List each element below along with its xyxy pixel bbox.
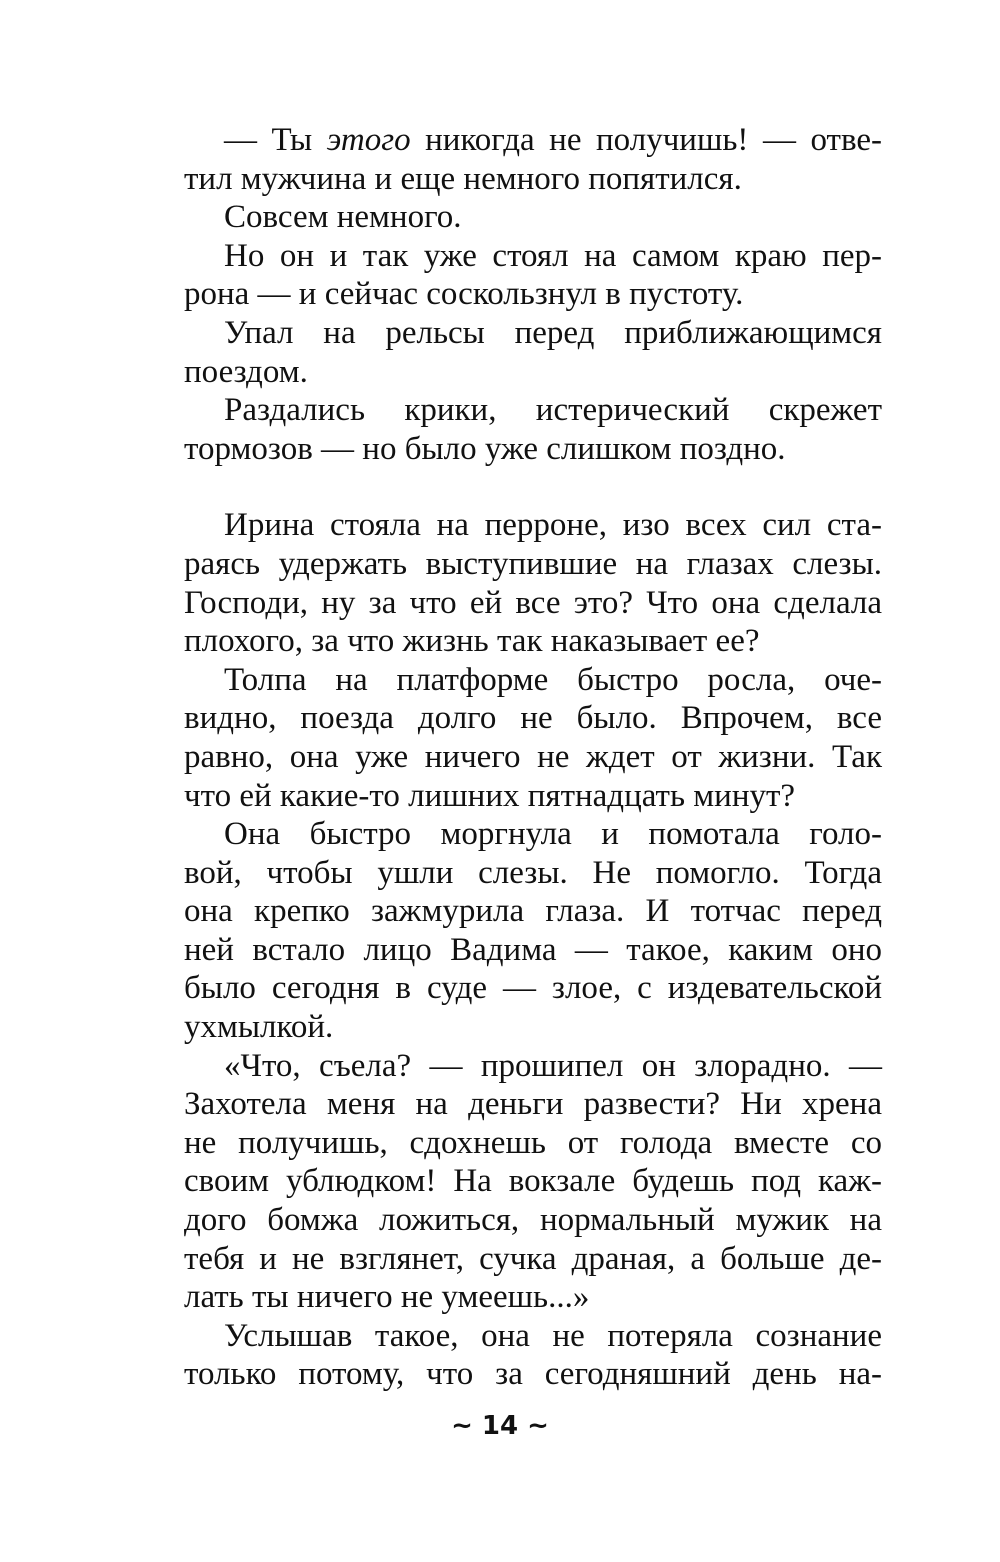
paragraph [184, 314, 882, 391]
text-line: рона — и сейчас соскользнул в пустоту. [184, 276, 744, 313]
paragraph [184, 121, 882, 198]
text-line: «Что, съела? — прошипел он злорадно. — [224, 1047, 882, 1084]
paragraph [184, 1317, 882, 1394]
text-line: Но он и так уже стоял на самом краю пер- [224, 237, 882, 274]
text-line: плохого, за что жизнь так наказывает ее? [184, 623, 760, 660]
text-line: дого бомжа ложиться, нормальный мужик на [184, 1202, 882, 1239]
paragraph [184, 1047, 882, 1317]
text-line: Упал на рельсы перед приближающимся [224, 314, 882, 351]
text-line: раясь удержать выступившие на глазах слезы. [184, 545, 882, 582]
text-line: — Ты этого никогда не получишь! — отве- [224, 122, 882, 158]
italic-emphasis: этого [326, 122, 411, 158]
text-line: только потому, что за сегодняшний день на- [184, 1356, 882, 1393]
section-break [184, 468, 882, 506]
text-line: равно, она уже ничего не ждет от жизни. Так [184, 738, 882, 775]
text-line: поездом. [184, 353, 308, 390]
page-number: ~ 14 ~ [451, 1411, 549, 1441]
text-line: тормозов — но было уже слишком поздно. [184, 430, 786, 467]
text-line: Господи, ну за что ей все это? Что она сделала [184, 584, 882, 621]
text-line: своим ублюдком! На вокзале будешь под каж- [184, 1163, 882, 1200]
text-line: Ирина стояла на перроне, изо всех сил ста- [224, 507, 882, 544]
text-line: Она быстро моргнула и помотала голо- [224, 816, 882, 853]
paragraph [184, 815, 882, 1047]
text-line: было сегодня в суде — злое, с издевательской [184, 970, 882, 1007]
text-line: Раздались крики, истерический скрежет [224, 392, 882, 429]
text-line: не получишь, сдохнешь от голода вместе со [184, 1124, 882, 1161]
paragraph [184, 237, 882, 314]
text-line: Толпа на платформе быстро росла, оче- [224, 661, 882, 698]
text-line: ухмылкой. [184, 1009, 334, 1046]
text-line: она крепко зажмурила глаза. И тотчас перед [184, 893, 882, 930]
paragraph [184, 506, 882, 660]
text-line: видно, поезда долго не было. Впрочем, все [184, 700, 882, 737]
text-line: ней встало лицо Вадима — такое, каким оно [184, 931, 882, 968]
text-line: что ей какие-то лишних пятнадцать минут? [184, 777, 796, 814]
text-line: вой, чтобы ушли слезы. Не помогло. Тогда [184, 854, 882, 891]
text-line: лать ты ничего не умеешь...» [184, 1279, 590, 1316]
text-line: Услышав такое, она не потеряла сознание [224, 1317, 882, 1354]
text-line: Совсем немного. [224, 199, 462, 236]
text-line: Захотела меня на деньги развести? Ни хрена [184, 1086, 882, 1123]
paragraph [184, 391, 882, 468]
text-line: тебя и не взглянет, сучка драная, а больше де- [184, 1240, 882, 1277]
paragraph [184, 198, 882, 237]
paragraph [184, 661, 882, 815]
body-text [184, 121, 882, 1394]
text-line: тил мужчина и еще немного попятился. [184, 160, 742, 197]
